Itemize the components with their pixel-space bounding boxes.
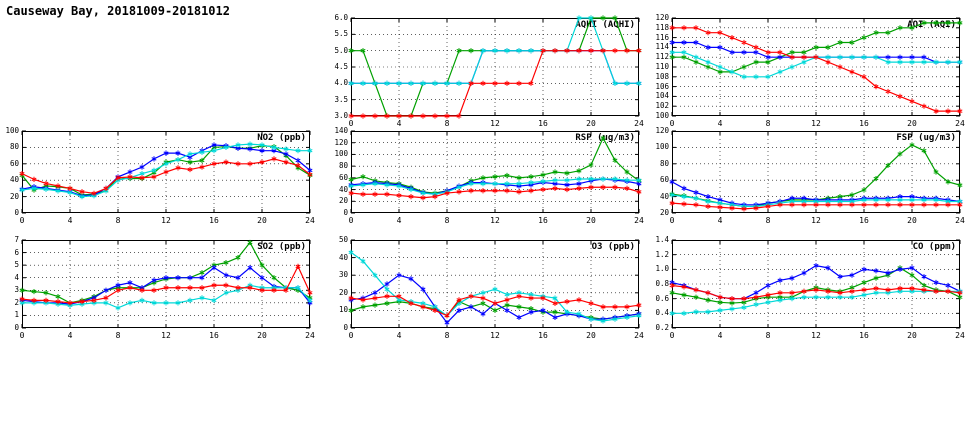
x-tick-label: 20: [907, 216, 917, 225]
y-tick-label: 118: [655, 22, 669, 32]
x-tick-label: 8: [765, 119, 771, 128]
x-tick-label: 8: [444, 331, 450, 340]
x-tick-label: 4: [717, 216, 723, 225]
x-tick-label: 8: [115, 216, 121, 225]
plot-area-so2: [22, 240, 310, 328]
y-tick-label: 0.4: [655, 308, 669, 318]
y-tick-label: 100: [655, 111, 669, 120]
y-tick-label: 4.0: [334, 78, 348, 88]
x-tick-label: 12: [161, 216, 171, 225]
plot-area-fsp: [672, 131, 960, 213]
x-tick-label: 0: [348, 216, 354, 225]
x-tick-label: 16: [859, 216, 869, 225]
x-tick-label: 0: [19, 216, 25, 225]
x-tick-label: 16: [209, 216, 219, 225]
y-tick-label: 5: [14, 260, 19, 270]
x-tick-label: 8: [765, 331, 771, 340]
x-tick-label: 0: [348, 331, 354, 340]
x-tick-label: 16: [209, 331, 219, 340]
y-tick-label: 3: [14, 285, 19, 295]
y-tick-label: 30: [338, 270, 348, 280]
chart-label-co: CO (ppm): [912, 242, 956, 252]
y-tick-label: 40: [338, 184, 348, 194]
x-tick-label: 16: [538, 119, 548, 128]
x-tick-label: 4: [396, 119, 402, 128]
y-tick-label: 1.4: [655, 235, 669, 244]
y-tick-label: 1: [14, 310, 19, 320]
page-title: Causeway Bay, 20181009-20181012: [6, 4, 230, 18]
y-tick-label: 102: [655, 101, 669, 111]
x-tick-label: 24: [955, 216, 965, 225]
x-tick-label: 16: [538, 331, 548, 340]
y-tick-label: 3.5: [334, 94, 348, 104]
y-tick-label: 40: [659, 191, 669, 201]
chart-label-no2: NO2 (ppb): [257, 133, 306, 143]
x-tick-label: 0: [19, 331, 25, 340]
y-tick-label: 80: [338, 161, 348, 171]
y-tick-label: 20: [659, 208, 669, 217]
x-tick-label: 12: [811, 331, 821, 340]
y-tick-label: 114: [655, 42, 669, 52]
x-tick-label: 12: [811, 216, 821, 225]
x-tick-label: 12: [490, 331, 500, 340]
y-tick-label: 140: [334, 126, 348, 135]
chart-label-fsp: FSP (ug/m3): [896, 133, 956, 143]
y-tick-label: 0: [343, 323, 348, 332]
y-tick-label: 0: [14, 323, 19, 332]
x-tick-label: 20: [586, 331, 596, 340]
x-tick-label: 8: [444, 119, 450, 128]
y-tick-label: 10: [338, 305, 348, 315]
x-tick-label: 4: [396, 216, 402, 225]
y-tick-label: 6.0: [334, 13, 348, 22]
y-tick-label: 20: [338, 287, 348, 297]
x-tick-label: 4: [67, 216, 73, 225]
y-tick-label: 120: [655, 126, 669, 135]
x-tick-label: 16: [859, 119, 869, 128]
x-tick-label: 20: [586, 119, 596, 128]
x-tick-label: 12: [161, 331, 171, 340]
y-tick-label: 7: [14, 235, 19, 244]
x-tick-label: 4: [717, 119, 723, 128]
y-tick-label: 106: [655, 81, 669, 91]
chart-label-rsp: RSP (ug/m3): [575, 133, 635, 143]
y-tick-label: 100: [334, 149, 348, 159]
x-tick-label: 4: [67, 331, 73, 340]
x-tick-label: 4: [717, 331, 723, 340]
chart-label-aqhi: AQHI (AQHI): [575, 20, 635, 30]
y-tick-label: 1.2: [655, 249, 669, 259]
x-tick-label: 24: [634, 216, 644, 225]
x-tick-label: 24: [305, 216, 315, 225]
x-tick-label: 20: [257, 331, 267, 340]
y-tick-label: 108: [655, 71, 669, 81]
y-tick-label: 1.0: [655, 264, 669, 274]
y-tick-label: 0.8: [655, 279, 669, 288]
y-tick-label: 0: [14, 208, 19, 217]
x-tick-label: 12: [490, 119, 500, 128]
y-tick-label: 3.0: [334, 111, 348, 120]
plot-area-aqhi: [351, 18, 639, 116]
y-tick-label: 60: [9, 158, 19, 168]
x-tick-label: 12: [490, 216, 500, 225]
plot-area-aqi: [672, 18, 960, 116]
x-tick-label: 4: [396, 331, 402, 340]
x-tick-label: 16: [538, 216, 548, 225]
x-tick-label: 0: [348, 119, 354, 128]
chart-label-aqi: AQI (AQI): [907, 20, 956, 30]
x-tick-label: 20: [907, 119, 917, 128]
y-tick-label: 6: [14, 247, 19, 257]
plot-area-o3: [351, 240, 639, 328]
x-tick-label: 24: [634, 119, 644, 128]
y-tick-label: 104: [655, 91, 669, 101]
y-tick-label: 40: [338, 252, 348, 262]
y-tick-label: 4.5: [334, 62, 348, 71]
y-tick-label: 100: [655, 142, 669, 152]
y-tick-label: 5.5: [334, 29, 348, 39]
y-tick-label: 0.2: [655, 323, 669, 332]
y-tick-label: 0: [343, 208, 348, 217]
x-tick-label: 20: [907, 331, 917, 340]
y-tick-label: 20: [338, 196, 348, 206]
y-tick-label: 80: [659, 158, 669, 168]
y-tick-label: 60: [338, 172, 348, 182]
x-tick-label: 0: [669, 216, 675, 225]
x-tick-label: 0: [669, 119, 675, 128]
x-tick-label: 20: [586, 216, 596, 225]
x-tick-label: 24: [955, 119, 965, 128]
x-tick-label: 24: [955, 331, 965, 340]
x-tick-label: 8: [765, 216, 771, 225]
y-tick-label: 40: [9, 175, 19, 185]
y-tick-label: 120: [655, 13, 669, 22]
x-tick-label: 16: [859, 331, 869, 340]
y-tick-label: 50: [338, 235, 348, 244]
x-tick-label: 12: [811, 119, 821, 128]
y-tick-label: 4: [14, 272, 19, 282]
x-tick-label: 8: [115, 331, 121, 340]
y-tick-label: 112: [655, 52, 669, 62]
y-tick-label: 100: [5, 126, 19, 135]
x-tick-label: 0: [669, 331, 675, 340]
chart-label-o3: O3 (ppb): [591, 242, 635, 252]
y-tick-label: 0.6: [655, 293, 669, 303]
y-tick-label: 80: [9, 142, 19, 152]
y-tick-label: 2: [14, 297, 19, 307]
y-tick-label: 20: [9, 191, 19, 201]
x-tick-label: 8: [444, 216, 450, 225]
y-tick-label: 5.0: [334, 45, 348, 55]
plot-area-rsp: [351, 131, 639, 213]
x-tick-label: 24: [305, 331, 315, 340]
y-tick-label: 60: [659, 175, 669, 185]
x-tick-label: 20: [257, 216, 267, 225]
y-tick-label: 110: [655, 62, 669, 71]
chart-label-so2: SO2 (ppb): [257, 242, 306, 252]
y-tick-label: 116: [655, 32, 669, 42]
plot-area-co: [672, 240, 960, 328]
y-tick-label: 120: [334, 137, 348, 147]
plot-area-no2: [22, 131, 310, 213]
x-tick-label: 24: [634, 331, 644, 340]
